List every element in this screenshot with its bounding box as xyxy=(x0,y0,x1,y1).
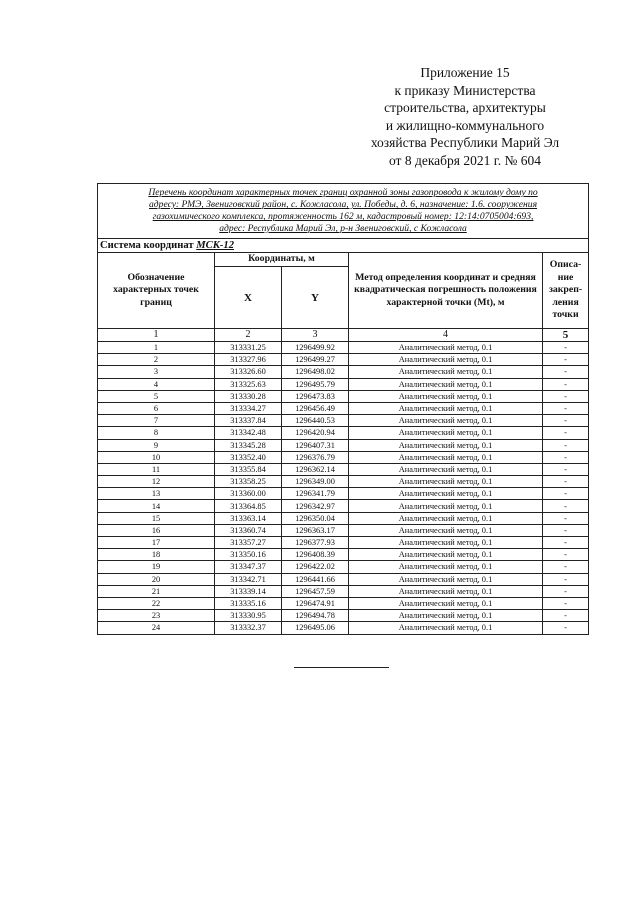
header-line: к приказу Министерства xyxy=(394,82,536,98)
header-line: хозяйства Республики Марий Эл xyxy=(370,135,560,151)
table-row xyxy=(98,537,589,549)
y-coordinate-cell: 1296420.94 xyxy=(282,427,349,439)
column-number: 5 xyxy=(543,329,589,342)
x-coordinate-cell: 313334.27 xyxy=(215,402,282,414)
description-cell: - xyxy=(543,597,589,609)
point-number-cell: 11 xyxy=(98,463,215,475)
method-cell: Аналитический метод, 0.1 xyxy=(349,573,543,585)
x-coordinate-cell: 313364.85 xyxy=(215,500,282,512)
x-coordinate-cell: 313326.60 xyxy=(215,366,282,378)
method-cell: Аналитический метод, 0.1 xyxy=(349,390,543,402)
point-number-cell: 10 xyxy=(98,451,215,463)
table-row xyxy=(98,451,589,463)
x-coordinate-cell: 313327.96 xyxy=(215,354,282,366)
table-row xyxy=(98,402,589,414)
column-number: 3 xyxy=(282,329,349,342)
table-title-line: газохимического комплекса, протяженность 162 м, кадастровый номер: 12:14:0705004:693, xyxy=(152,211,534,222)
x-coordinate-cell: 313355.84 xyxy=(215,463,282,475)
header-line: Приложение 15 xyxy=(420,65,510,80)
table-row xyxy=(98,354,589,366)
method-cell: Аналитический метод, 0.1 xyxy=(349,451,543,463)
table-title xyxy=(98,184,589,239)
point-number-cell: 22 xyxy=(98,597,215,609)
coordinate-system-value: МСК-12 xyxy=(196,240,235,251)
point-number-cell: 2 xyxy=(98,354,215,366)
method-cell: Аналитический метод, 0.1 xyxy=(349,500,543,512)
description-cell: - xyxy=(543,549,589,561)
table-title-line: Перечень координат характерных точек границ охранной зоны газопровода к жилому дому по xyxy=(148,187,538,198)
description-cell: - xyxy=(543,561,589,573)
method-cell: Аналитический метод, 0.1 xyxy=(349,427,543,439)
description-cell: - xyxy=(543,500,589,512)
x-coordinate-cell: 313358.25 xyxy=(215,476,282,488)
description-cell: - xyxy=(543,476,589,488)
table-row xyxy=(98,524,589,536)
description-cell: - xyxy=(543,427,589,439)
x-coordinate-cell: 313330.95 xyxy=(215,610,282,622)
x-coordinate-cell: 313331.25 xyxy=(215,342,282,354)
x-coordinate-cell: 313330.28 xyxy=(215,390,282,402)
point-number-cell: 5 xyxy=(98,390,215,402)
point-number-cell: 15 xyxy=(98,512,215,524)
point-number-cell: 14 xyxy=(98,500,215,512)
table-row xyxy=(98,500,589,512)
coordinate-system xyxy=(98,239,589,253)
header-line: строительства, архитектуры xyxy=(384,100,546,116)
description-cell: - xyxy=(543,415,589,427)
x-coordinate-cell: 313337.84 xyxy=(215,415,282,427)
y-coordinate-cell: 1296499.27 xyxy=(282,354,349,366)
y-coordinate-cell: 1296341.79 xyxy=(282,488,349,500)
method-cell: Аналитический метод, 0.1 xyxy=(349,488,543,500)
col-desc-header: Описа-ние закреп-ления точки xyxy=(543,253,589,329)
description-cell: - xyxy=(543,610,589,622)
table-row xyxy=(98,427,589,439)
point-number-cell: 8 xyxy=(98,427,215,439)
method-cell: Аналитический метод, 0.1 xyxy=(349,512,543,524)
column-numbers-row xyxy=(98,329,589,342)
description-cell: - xyxy=(543,488,589,500)
description-cell: - xyxy=(543,342,589,354)
x-coordinate-cell: 313335.16 xyxy=(215,597,282,609)
table-row xyxy=(98,597,589,609)
y-coordinate-cell: 1296474.91 xyxy=(282,597,349,609)
method-cell: Аналитический метод, 0.1 xyxy=(349,415,543,427)
point-number-cell: 21 xyxy=(98,585,215,597)
method-cell: Аналитический метод, 0.1 xyxy=(349,378,543,390)
x-coordinate-cell: 313342.48 xyxy=(215,427,282,439)
y-coordinate-cell: 1296349.00 xyxy=(282,476,349,488)
point-number-cell: 23 xyxy=(98,610,215,622)
table-row xyxy=(98,573,589,585)
method-cell: Аналитический метод, 0.1 xyxy=(349,561,543,573)
y-coordinate-cell: 1296350.04 xyxy=(282,512,349,524)
method-cell: Аналитический метод, 0.1 xyxy=(349,537,543,549)
y-coordinate-cell: 1296456.49 xyxy=(282,402,349,414)
x-coordinate-cell: 313339.14 xyxy=(215,585,282,597)
point-number-cell: 13 xyxy=(98,488,215,500)
header-line: от 8 декабря 2021 г. № 604 xyxy=(388,152,542,168)
y-coordinate-cell: 1296440.53 xyxy=(282,415,349,427)
table-row xyxy=(98,342,589,354)
description-cell: - xyxy=(543,354,589,366)
point-number-cell: 17 xyxy=(98,537,215,549)
col-coords-header: Координаты, м xyxy=(215,253,349,267)
y-coordinate-cell: 1296362.14 xyxy=(282,463,349,475)
point-number-cell: 4 xyxy=(98,378,215,390)
description-cell: - xyxy=(543,512,589,524)
method-cell: Аналитический метод, 0.1 xyxy=(349,366,543,378)
table-row xyxy=(98,610,589,622)
header-line: и жилищно-коммунального xyxy=(385,117,545,133)
point-number-cell: 7 xyxy=(98,415,215,427)
col-y-header: Y xyxy=(282,267,349,329)
table-row xyxy=(98,366,589,378)
x-coordinate-cell: 313350.16 xyxy=(215,549,282,561)
column-number: 2 xyxy=(215,329,282,342)
method-cell: Аналитический метод, 0.1 xyxy=(349,439,543,451)
table-row xyxy=(98,585,589,597)
method-cell: Аналитический метод, 0.1 xyxy=(349,402,543,414)
description-cell: - xyxy=(543,439,589,451)
description-cell: - xyxy=(543,402,589,414)
table-title-line: адрес: Республика Марий Эл, р-н Звениговский, с Кожласола xyxy=(219,223,467,234)
point-number-cell: 12 xyxy=(98,476,215,488)
method-cell: Аналитический метод, 0.1 xyxy=(349,610,543,622)
column-number: 4 xyxy=(349,329,543,342)
description-cell: - xyxy=(543,573,589,585)
y-coordinate-cell: 1296494.78 xyxy=(282,610,349,622)
x-coordinate-cell: 313352.40 xyxy=(215,451,282,463)
point-number-cell: 19 xyxy=(98,561,215,573)
column-number: 1 xyxy=(98,329,215,342)
y-coordinate-cell: 1296422.02 xyxy=(282,561,349,573)
table-row xyxy=(98,378,589,390)
table-title-line: адресу: РМЭ, Звениговский район, с. Кожласола, ул. Победы, д. 6, назначение: 1.6. сооружения xyxy=(149,199,538,210)
method-cell: Аналитический метод, 0.1 xyxy=(349,354,543,366)
x-coordinate-cell: 313325.63 xyxy=(215,378,282,390)
table-row xyxy=(98,549,589,561)
description-cell: - xyxy=(543,390,589,402)
y-coordinate-cell: 1296363.17 xyxy=(282,524,349,536)
point-number-cell: 20 xyxy=(98,573,215,585)
description-cell: - xyxy=(543,463,589,475)
y-coordinate-cell: 1296407.31 xyxy=(282,439,349,451)
method-cell: Аналитический метод, 0.1 xyxy=(349,342,543,354)
x-coordinate-cell: 313345.28 xyxy=(215,439,282,451)
document-header xyxy=(340,64,590,170)
x-coordinate-cell: 313332.37 xyxy=(215,622,282,634)
description-cell: - xyxy=(543,378,589,390)
description-cell: - xyxy=(543,585,589,597)
x-coordinate-cell: 313360.00 xyxy=(215,488,282,500)
point-number-cell: 18 xyxy=(98,549,215,561)
y-coordinate-cell: 1296408.39 xyxy=(282,549,349,561)
x-coordinate-cell: 313363.14 xyxy=(215,512,282,524)
description-cell: - xyxy=(543,451,589,463)
y-coordinate-cell: 1296473.83 xyxy=(282,390,349,402)
end-line xyxy=(294,667,389,668)
table-row xyxy=(98,622,589,634)
y-coordinate-cell: 1296342.97 xyxy=(282,500,349,512)
y-coordinate-cell: 1296495.79 xyxy=(282,378,349,390)
point-number-cell: 1 xyxy=(98,342,215,354)
point-number-cell: 9 xyxy=(98,439,215,451)
col-point-header: Обозначение характерных точек границ xyxy=(98,253,215,329)
method-cell: Аналитический метод, 0.1 xyxy=(349,524,543,536)
table-row xyxy=(98,463,589,475)
method-cell: Аналитический метод, 0.1 xyxy=(349,476,543,488)
y-coordinate-cell: 1296377.93 xyxy=(282,537,349,549)
method-cell: Аналитический метод, 0.1 xyxy=(349,549,543,561)
point-number-cell: 16 xyxy=(98,524,215,536)
description-cell: - xyxy=(543,622,589,634)
coordinates-table xyxy=(97,183,589,635)
col-method-header: Метод определения координат и средняя квадратическая погрешность положения характерной точки (Mt), м xyxy=(349,253,543,329)
table-body xyxy=(98,342,589,635)
x-coordinate-cell: 313357.27 xyxy=(215,537,282,549)
x-coordinate-cell: 313347.37 xyxy=(215,561,282,573)
table-row xyxy=(98,512,589,524)
y-coordinate-cell: 1296441.66 xyxy=(282,573,349,585)
point-number-cell: 24 xyxy=(98,622,215,634)
description-cell: - xyxy=(543,537,589,549)
x-coordinate-cell: 313360.74 xyxy=(215,524,282,536)
description-cell: - xyxy=(543,524,589,536)
y-coordinate-cell: 1296499.92 xyxy=(282,342,349,354)
point-number-cell: 3 xyxy=(98,366,215,378)
description-cell: - xyxy=(543,366,589,378)
x-coordinate-cell: 313342.71 xyxy=(215,573,282,585)
col-x-header: X xyxy=(215,267,282,329)
table-row xyxy=(98,439,589,451)
table-row xyxy=(98,488,589,500)
y-coordinate-cell: 1296495.06 xyxy=(282,622,349,634)
table-row xyxy=(98,561,589,573)
method-cell: Аналитический метод, 0.1 xyxy=(349,585,543,597)
table-row xyxy=(98,415,589,427)
method-cell: Аналитический метод, 0.1 xyxy=(349,622,543,634)
coordinate-system-label: Система координат xyxy=(100,240,194,251)
y-coordinate-cell: 1296376.79 xyxy=(282,451,349,463)
table-row xyxy=(98,390,589,402)
method-cell: Аналитический метод, 0.1 xyxy=(349,597,543,609)
y-coordinate-cell: 1296498.02 xyxy=(282,366,349,378)
y-coordinate-cell: 1296457.59 xyxy=(282,585,349,597)
method-cell: Аналитический метод, 0.1 xyxy=(349,463,543,475)
table-row xyxy=(98,476,589,488)
point-number-cell: 6 xyxy=(98,402,215,414)
